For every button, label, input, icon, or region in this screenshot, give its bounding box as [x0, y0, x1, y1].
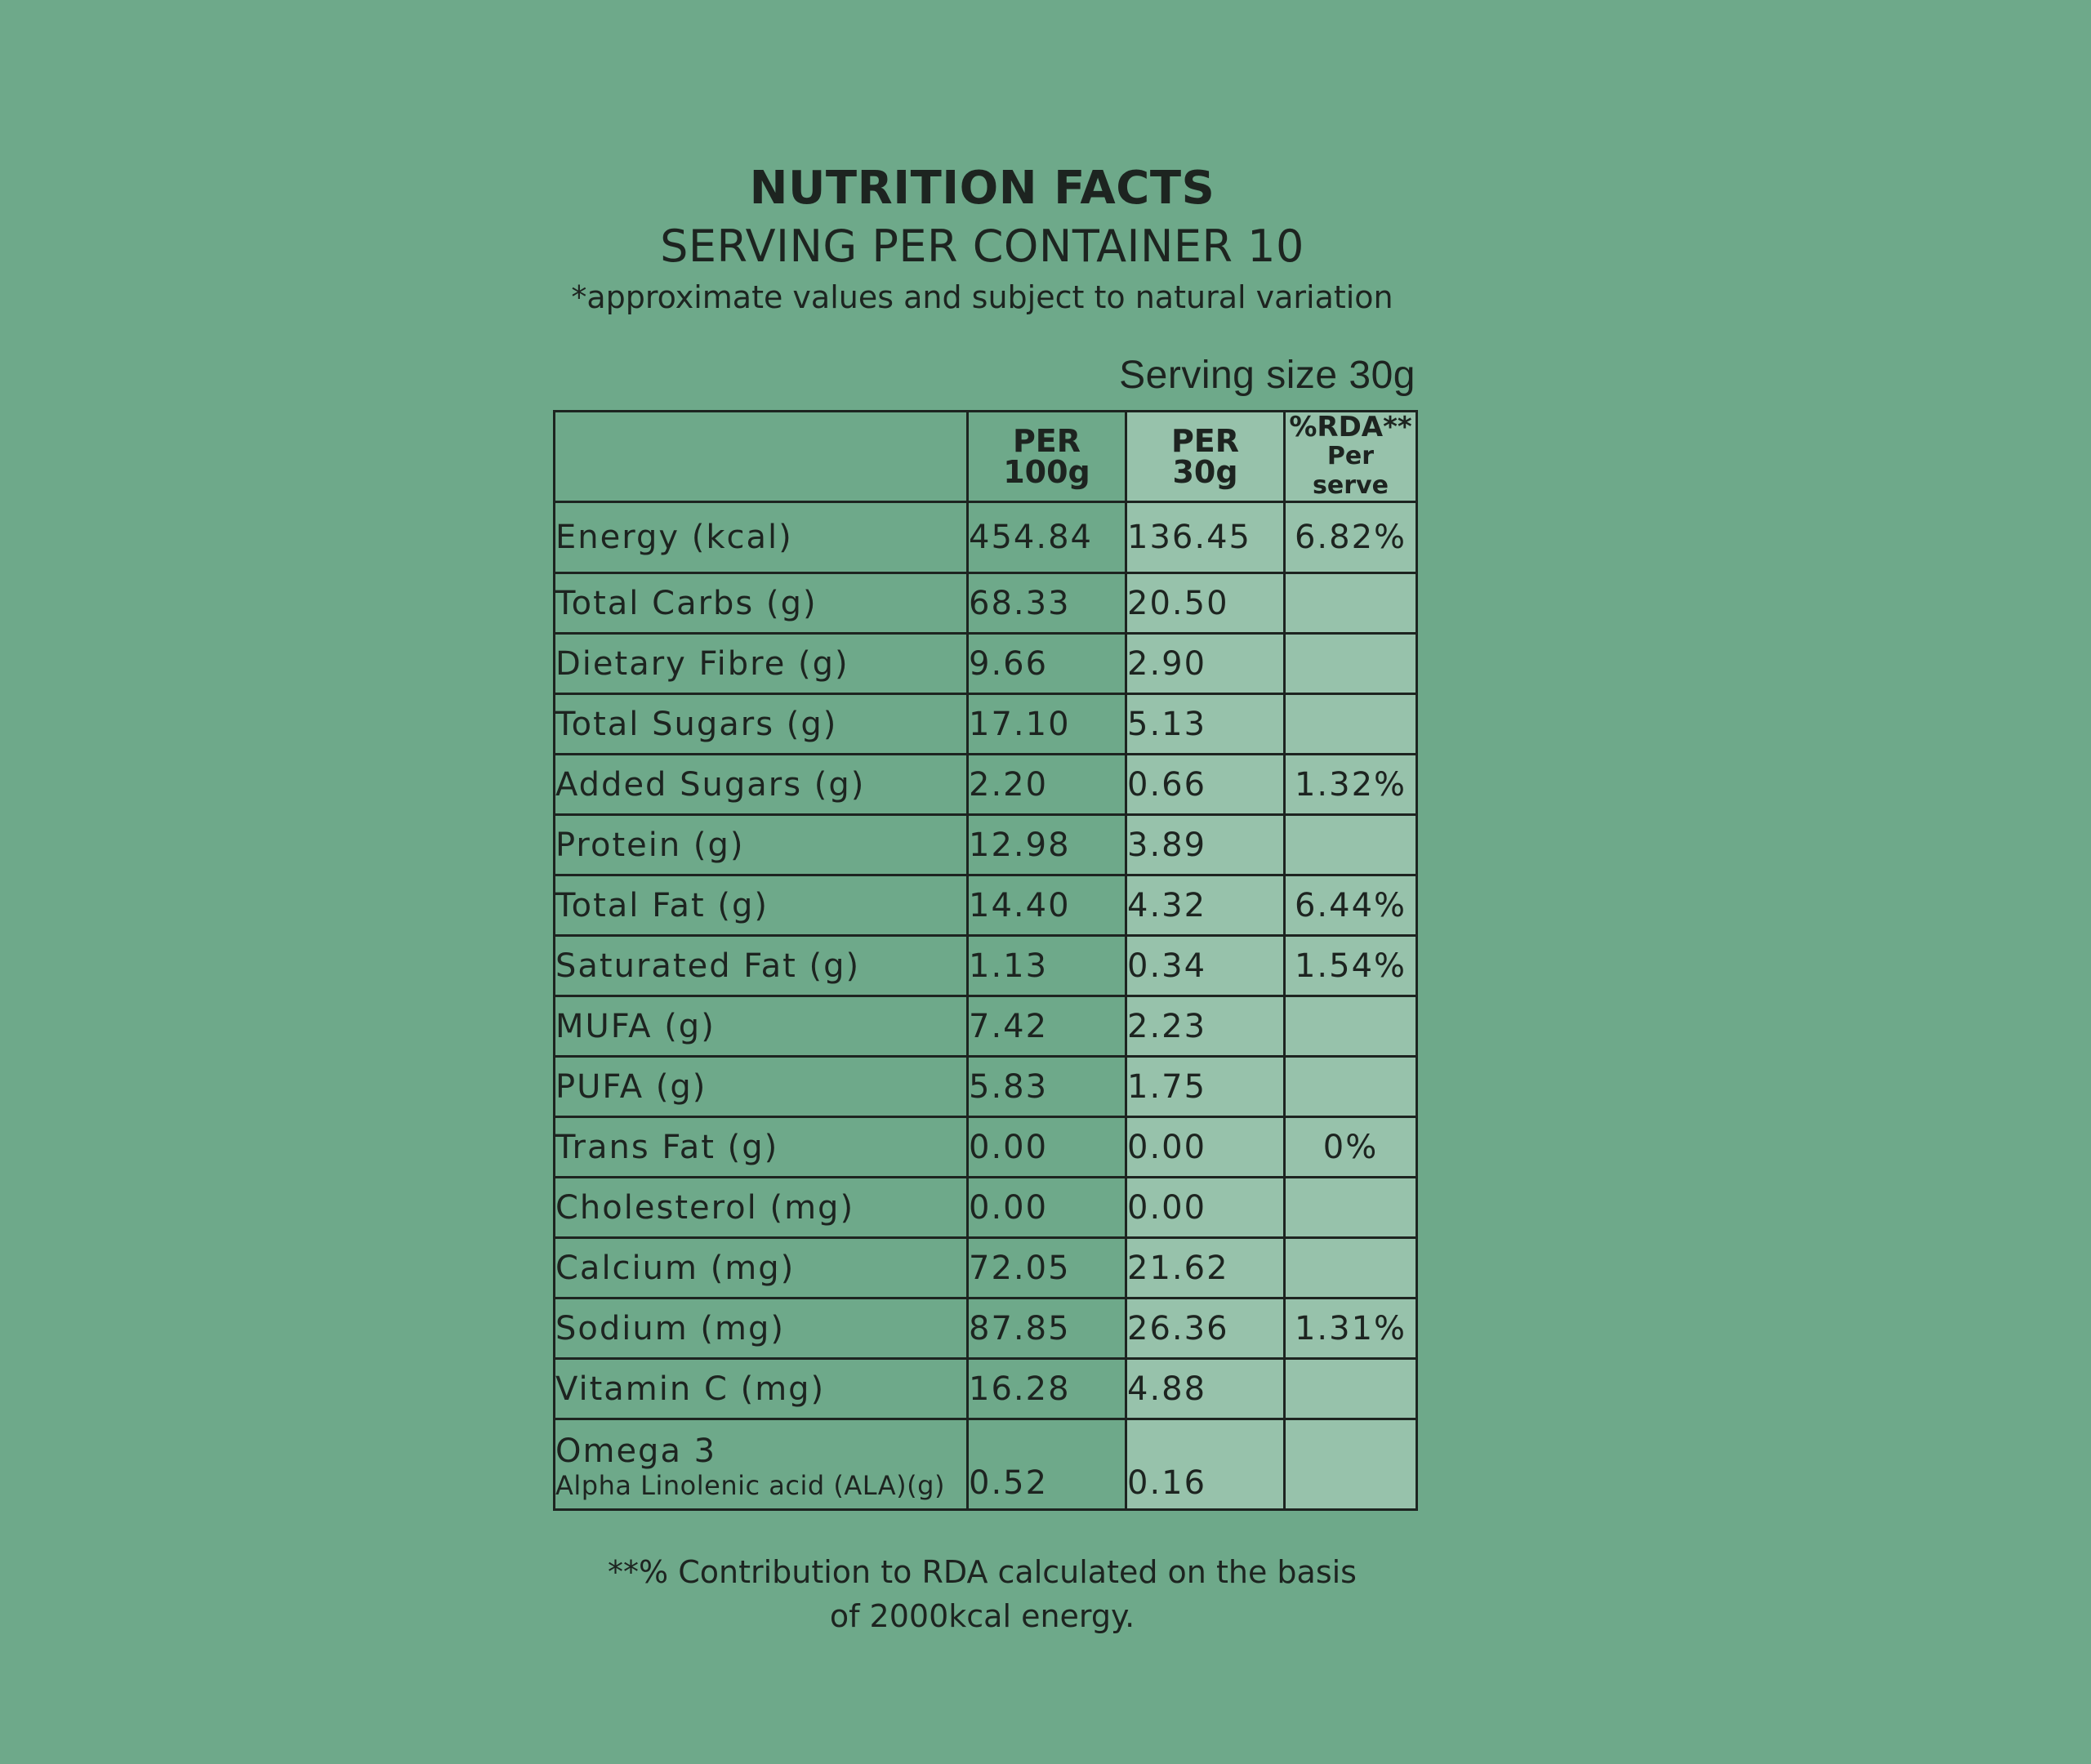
row-per-30g: 20.50 [1126, 573, 1285, 634]
row-rda: 1.54% [1285, 936, 1417, 996]
row-per-100g: 16.28 [968, 1359, 1126, 1419]
header-rda-line2: Per serve [1313, 442, 1389, 500]
row-label: Trans Fat (g) [555, 1117, 968, 1178]
row-per-30g: 2.90 [1126, 634, 1285, 694]
row-rda: 1.31% [1285, 1298, 1417, 1359]
table-row [555, 1359, 1417, 1419]
row-label [555, 1419, 968, 1510]
table-row [555, 936, 1417, 996]
row-rda: 6.44% [1285, 875, 1417, 936]
table-header-row [555, 412, 1417, 502]
table-row [555, 1298, 1417, 1359]
row-per-30g: 21.62 [1126, 1238, 1285, 1298]
header-rda [1285, 412, 1417, 502]
servings-per-container: SERVING PER CONTAINER 10 [660, 220, 1304, 272]
header-blank [555, 412, 968, 502]
row-label: Total Sugars (g) [555, 694, 968, 755]
row-per-30g: 3.89 [1126, 815, 1285, 875]
nutrition-table [553, 410, 1418, 1511]
rda-footnote [0, 1550, 1964, 1638]
row-label: Protein (g) [555, 815, 968, 875]
header-per-100g-line2: 100g [1003, 454, 1090, 490]
row-label: Dietary Fibre (g) [555, 634, 968, 694]
row-rda: 6.82% [1285, 502, 1417, 573]
header-per-30g-line2: 30g [1172, 454, 1238, 490]
table-row [555, 815, 1417, 875]
row-rda: 0% [1285, 1117, 1417, 1178]
footnote-line1: **% Contribution to RDA calculated on the basis [608, 1554, 1357, 1590]
row-rda [1285, 1238, 1417, 1298]
row-label: Energy (kcal) [555, 502, 968, 573]
row-rda [1285, 694, 1417, 755]
row-per-30g: 0.00 [1126, 1117, 1285, 1178]
header-per-100g-line1: PER [1012, 423, 1081, 459]
row-per-30g: 0.66 [1126, 755, 1285, 815]
table-row [555, 996, 1417, 1057]
table-row [555, 1178, 1417, 1238]
row-rda [1285, 1057, 1417, 1117]
row-per-30g: 2.23 [1126, 996, 1285, 1057]
row-rda [1285, 996, 1417, 1057]
table-row [555, 694, 1417, 755]
header-rda-line1: %RDA** [1289, 411, 1412, 443]
row-label: Total Fat (g) [555, 875, 968, 936]
header-per-30g-line1: PER [1170, 423, 1240, 459]
row-per-100g: 7.42 [968, 996, 1126, 1057]
row-per-100g: 454.84 [968, 502, 1126, 573]
row-per-30g: 1.75 [1126, 1057, 1285, 1117]
row-label: Cholesterol (mg) [555, 1178, 968, 1238]
row-per-100g: 87.85 [968, 1298, 1126, 1359]
row-per-100g: 0.00 [968, 1117, 1126, 1178]
row-per-100g: 0.52 [968, 1419, 1126, 1510]
row-per-100g: 2.20 [968, 755, 1126, 815]
row-per-30g: 4.32 [1126, 875, 1285, 936]
approximation-note: *approximate values and subject to natural variation [571, 279, 1393, 315]
row-per-100g: 14.40 [968, 875, 1126, 936]
row-per-100g: 68.33 [968, 573, 1126, 634]
table-row [555, 755, 1417, 815]
row-label: Added Sugars (g) [555, 755, 968, 815]
row-rda [1285, 634, 1417, 694]
row-label: Sodium (mg) [555, 1298, 968, 1359]
row-per-30g: 5.13 [1126, 694, 1285, 755]
row-rda [1285, 1178, 1417, 1238]
row-rda [1285, 815, 1417, 875]
row-rda [1285, 1419, 1417, 1510]
table-row [555, 573, 1417, 634]
table-row-omega3 [555, 1419, 1417, 1510]
row-per-30g: 136.45 [1126, 502, 1285, 573]
row-rda: 1.32% [1285, 755, 1417, 815]
row-per-30g: 0.00 [1126, 1178, 1285, 1238]
row-label-line2: Alpha Linolenic acid (ALA)(g) [555, 1470, 945, 1501]
table-row [555, 1117, 1417, 1178]
row-label-line1: Omega 3 [555, 1432, 717, 1470]
row-rda [1285, 573, 1417, 634]
header-per-30g [1126, 412, 1285, 502]
row-per-30g: 4.88 [1126, 1359, 1285, 1419]
row-label: Total Carbs (g) [555, 573, 968, 634]
row-per-100g: 72.05 [968, 1238, 1126, 1298]
row-per-100g: 5.83 [968, 1057, 1126, 1117]
row-label: Vitamin C (mg) [555, 1359, 968, 1419]
row-label: PUFA (g) [555, 1057, 968, 1117]
row-per-30g: 26.36 [1126, 1298, 1285, 1359]
footnote-line2: of 2000kcal energy. [829, 1598, 1135, 1634]
row-per-100g: 9.66 [968, 634, 1126, 694]
row-per-30g: 0.34 [1126, 936, 1285, 996]
label-title: NUTRITION FACTS [749, 162, 1215, 215]
row-per-30g: 0.16 [1126, 1419, 1285, 1510]
row-label: Saturated Fat (g) [555, 936, 968, 996]
row-label: MUFA (g) [555, 996, 968, 1057]
table-row [555, 875, 1417, 936]
table-row [555, 1057, 1417, 1117]
row-per-100g: 0.00 [968, 1178, 1126, 1238]
row-label: Calcium (mg) [555, 1238, 968, 1298]
table-row [555, 1238, 1417, 1298]
serving-size: Serving size 30g [1119, 354, 1416, 397]
table-row [555, 634, 1417, 694]
row-per-100g: 17.10 [968, 694, 1126, 755]
row-per-100g: 1.13 [968, 936, 1126, 996]
row-per-100g: 12.98 [968, 815, 1126, 875]
table-row [555, 502, 1417, 573]
row-rda [1285, 1359, 1417, 1419]
header-per-100g [968, 412, 1126, 502]
